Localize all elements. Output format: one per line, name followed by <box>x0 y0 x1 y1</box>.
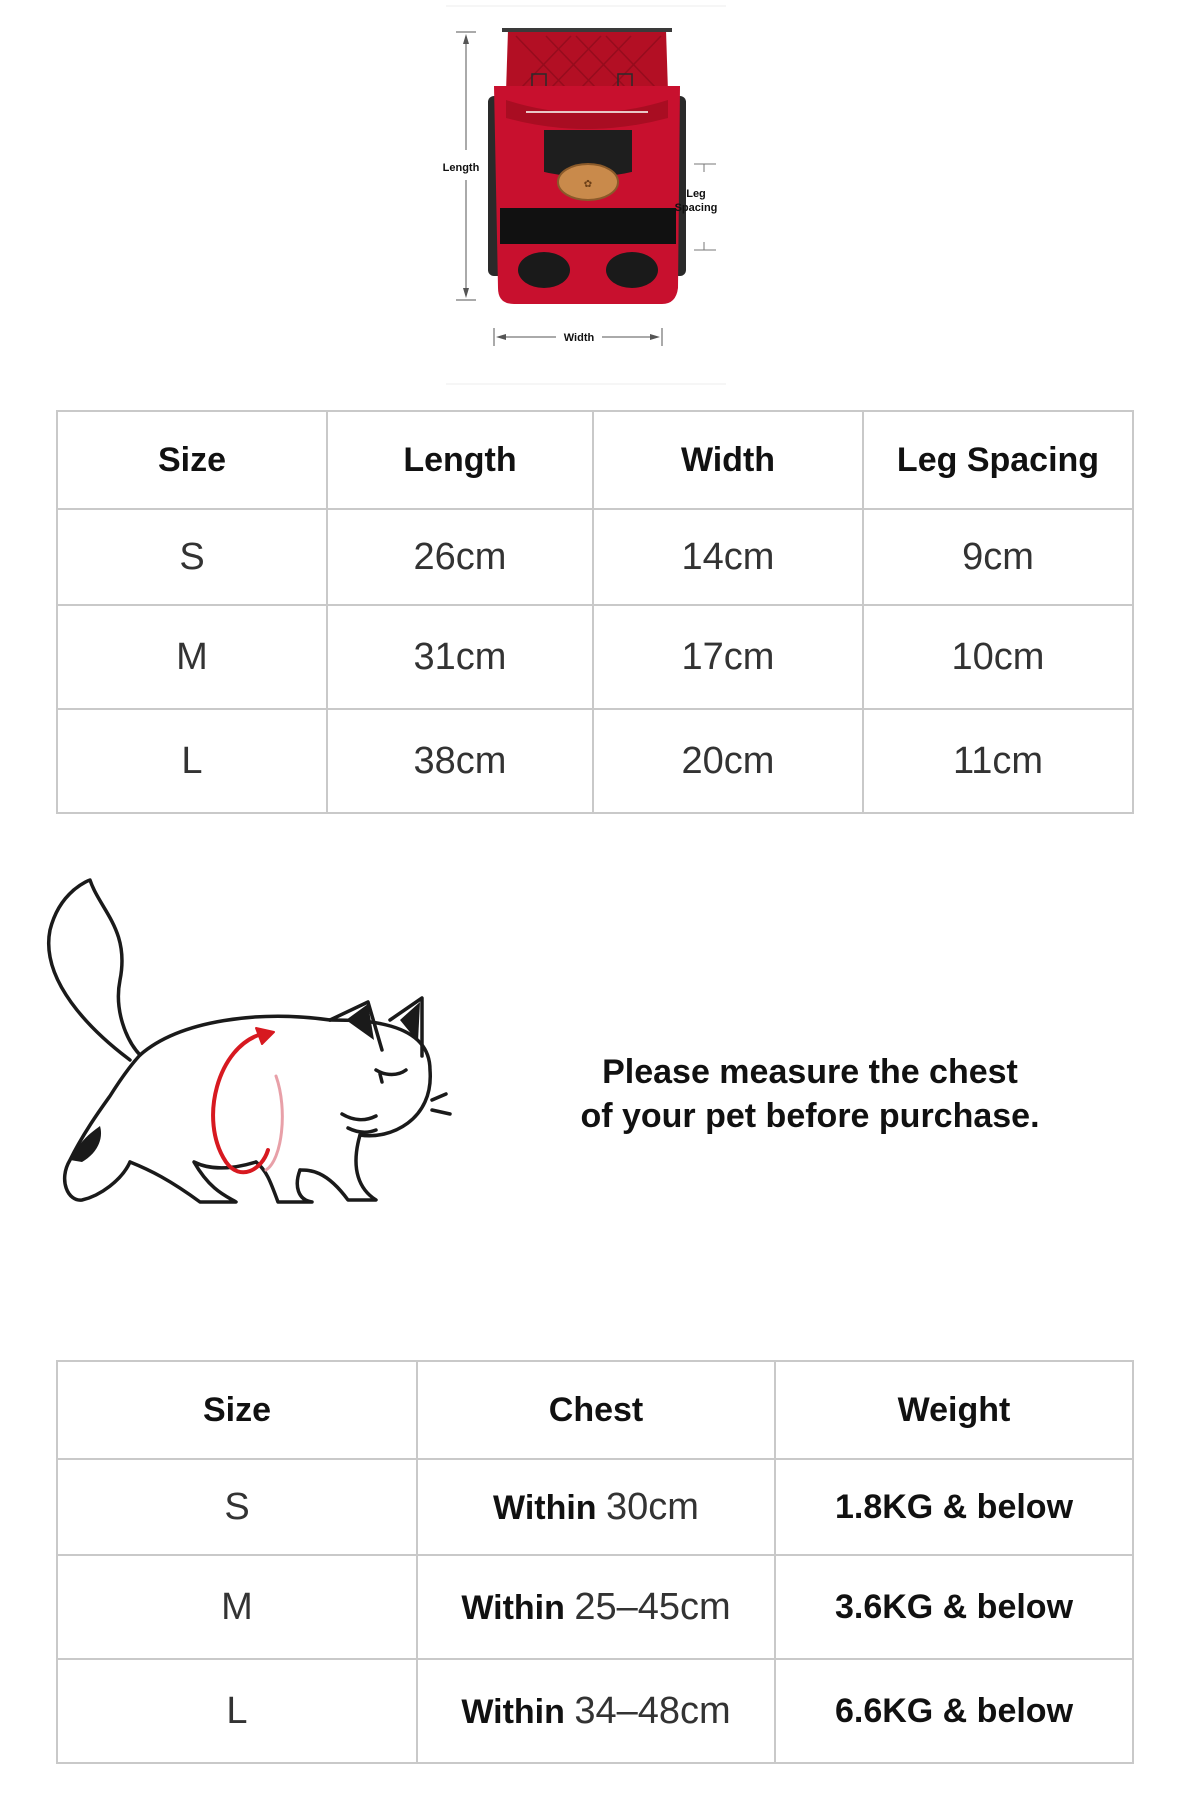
header-width: Width <box>593 411 863 509</box>
table-row <box>57 605 1133 709</box>
chest-cell <box>417 1659 775 1763</box>
width-cell: 20cm <box>593 709 863 813</box>
length-cell: 26cm <box>327 509 593 605</box>
chest-value: 34–48cm <box>574 1689 731 1732</box>
product-diagram <box>436 0 736 388</box>
chest-weight-table <box>56 1360 1134 1764</box>
leg-spacing-cell: 11cm <box>863 709 1133 813</box>
length-label: Length <box>442 162 480 174</box>
chest-value: 25–45cm <box>574 1585 731 1628</box>
length-cell: 38cm <box>327 709 593 813</box>
size-cell: L <box>57 1659 417 1763</box>
pet-carrier-image <box>488 30 686 304</box>
size-cell: L <box>57 709 327 813</box>
weight-cell: 3.6KG & below <box>775 1555 1133 1659</box>
chest-prefix: Within <box>493 1488 597 1527</box>
header-size: Size <box>57 1361 417 1459</box>
leg-spacing-cell: 9cm <box>863 509 1133 605</box>
weight-cell: 1.8KG & below <box>775 1459 1133 1555</box>
chest-cell <box>417 1459 775 1555</box>
table-row <box>57 709 1133 813</box>
cat-chest-measurement-illustration <box>30 870 460 1240</box>
table-row <box>57 1659 1133 1763</box>
header-chest: Chest <box>417 1361 775 1459</box>
leg-label: Leg <box>686 188 706 200</box>
instruction-line-2: of your pet before purchase. <box>580 1097 1040 1135</box>
chest-value: 30cm <box>606 1485 699 1528</box>
size-cell: S <box>57 1459 417 1555</box>
header-leg-spacing: Leg Spacing <box>863 411 1133 509</box>
size-cell: S <box>57 509 327 605</box>
svg-text:✿: ✿ <box>583 179 593 190</box>
table-row <box>57 1555 1133 1659</box>
weight-cell: 6.6KG & below <box>775 1659 1133 1763</box>
width-cell: 14cm <box>593 509 863 605</box>
instruction-line-1: Please measure the chest <box>602 1053 1018 1091</box>
table-header-row <box>57 411 1133 509</box>
size-dimensions-table <box>56 410 1134 814</box>
length-cell: 31cm <box>327 605 593 709</box>
table-row <box>57 509 1133 605</box>
table-row <box>57 1459 1133 1555</box>
width-cell: 17cm <box>593 605 863 709</box>
chest-cell <box>417 1555 775 1659</box>
size-cell: M <box>57 605 327 709</box>
chest-prefix: Within <box>461 1692 565 1731</box>
width-label: Width <box>563 332 595 344</box>
chest-prefix: Within <box>461 1588 565 1627</box>
size-cell: M <box>57 1555 417 1659</box>
header-weight: Weight <box>775 1361 1133 1459</box>
leg-spacing-cell: 10cm <box>863 605 1133 709</box>
table-header-row <box>57 1361 1133 1459</box>
measure-instruction <box>540 1050 1080 1138</box>
header-length: Length <box>327 411 593 509</box>
spacing-label: Spacing <box>674 202 718 214</box>
header-size: Size <box>57 411 327 509</box>
